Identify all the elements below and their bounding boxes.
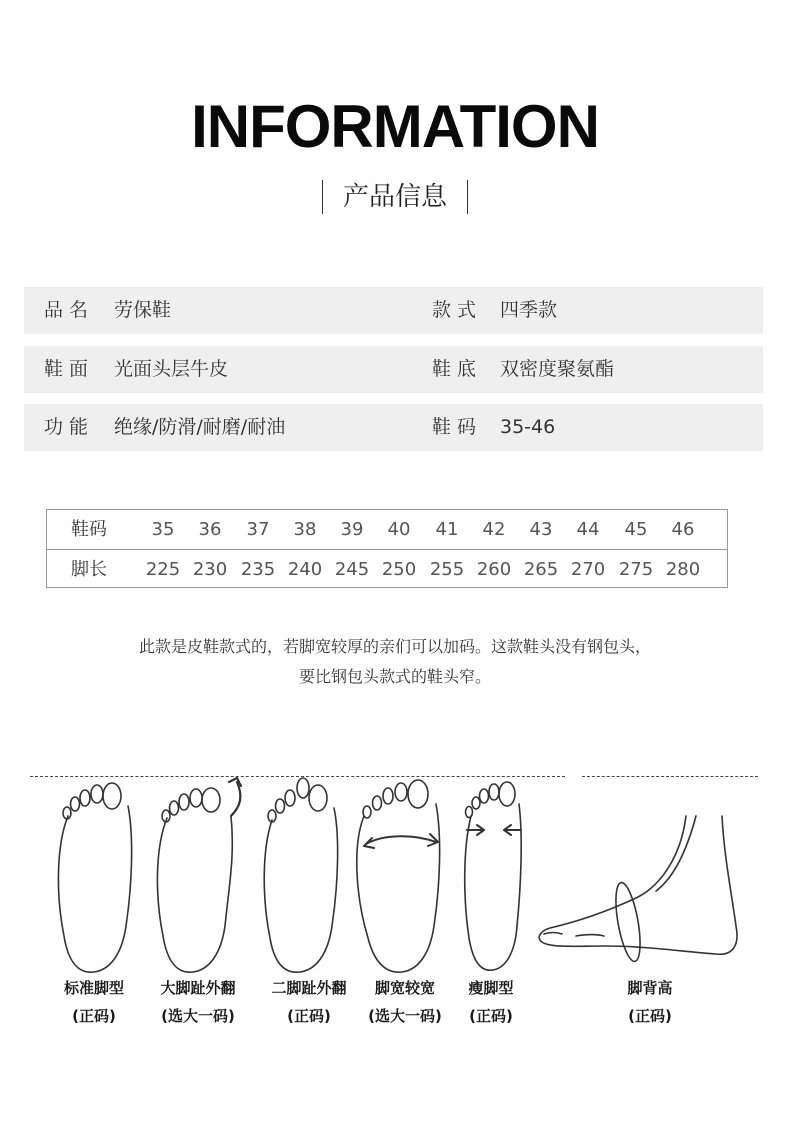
length-cell: 235 [240,559,276,580]
size-cell: 44 [576,519,600,540]
foot-type-name: 瘦脚型 [468,979,514,997]
size-cell: 37 [246,519,270,540]
info-value: 35-46 [500,416,556,438]
size-cell: 39 [340,519,364,540]
info-label: 款式 [432,299,483,321]
foot-type-name: 标准脚型 [63,979,124,997]
info-row-upper [24,346,763,393]
size-row-label: 鞋码 [71,519,107,540]
size-cell: 35 [151,519,175,540]
foot-standard-drawing [58,783,131,972]
size-cell: 45 [624,519,648,540]
size-cell: 40 [387,519,411,540]
foot-type-name: 大脚趾外翻 [160,979,236,997]
foot-high-instep-drawing [539,816,737,963]
foot-type-advice: (正码) [469,1007,513,1025]
length-cell: 250 [381,559,417,580]
info-value: 四季款 [500,299,558,321]
length-cell: 260 [476,559,512,580]
subtitle-wrap [0,180,790,214]
size-cell: 46 [671,519,695,540]
foot-thin-drawing [465,782,521,970]
info-value: 绝缘/防滑/耐磨/耐油 [114,416,286,438]
foot-wide-drawing [357,780,440,972]
length-cell: 230 [192,559,228,580]
length-cell: 275 [618,559,654,580]
page-title: INFORMATION [191,93,599,160]
length-row [47,550,727,589]
foot-type-name: 脚宽较宽 [374,979,435,997]
size-cell: 41 [435,519,459,540]
size-cell: 38 [293,519,317,540]
info-row-function [24,404,763,451]
foot-type-advice: (选大一码) [368,1007,442,1025]
note-line-2: 要比钢包头款式的鞋头窄。 [298,667,491,686]
foot-type-advice: (正码) [287,1007,331,1025]
info-row-name [24,287,763,334]
size-cell: 36 [198,519,222,540]
info-value: 双密度聚氨酯 [500,358,615,380]
length-cell: 270 [570,559,606,580]
length-cell: 240 [287,559,323,580]
length-cell: 245 [334,559,370,580]
info-value: 劳保鞋 [114,299,172,321]
size-cell: 42 [482,519,506,540]
length-cell: 225 [145,559,181,580]
length-row-label: 脚长 [71,559,107,580]
foot-type-name: 二脚趾外翻 [271,979,347,997]
foot-bunion-drawing [157,778,241,972]
page-subtitle: 产品信息 [322,180,468,214]
info-label: 功能 [44,416,95,438]
info-label: 鞋码 [432,416,483,438]
length-cell: 255 [429,559,465,580]
length-cell: 280 [665,559,701,580]
foot-type-advice: (选大一码) [161,1007,235,1025]
length-cell: 265 [523,559,559,580]
info-label: 鞋底 [432,358,483,380]
size-table [46,509,728,588]
foot-type-name: 脚背高 [627,979,673,997]
info-label: 鞋面 [44,358,95,380]
info-label: 品名 [44,299,95,321]
size-cell: 43 [529,519,553,540]
foot-second-toe-drawing [264,778,337,972]
size-row [47,510,727,549]
foot-type-advice: (正码) [72,1007,116,1025]
info-value: 光面头层牛皮 [114,358,229,380]
note-line-1: 此款是皮鞋款式的，若脚宽较厚的亲们可以加码。这款鞋头没有钢包头， [138,637,651,656]
foot-type-advice: (正码) [628,1007,672,1025]
